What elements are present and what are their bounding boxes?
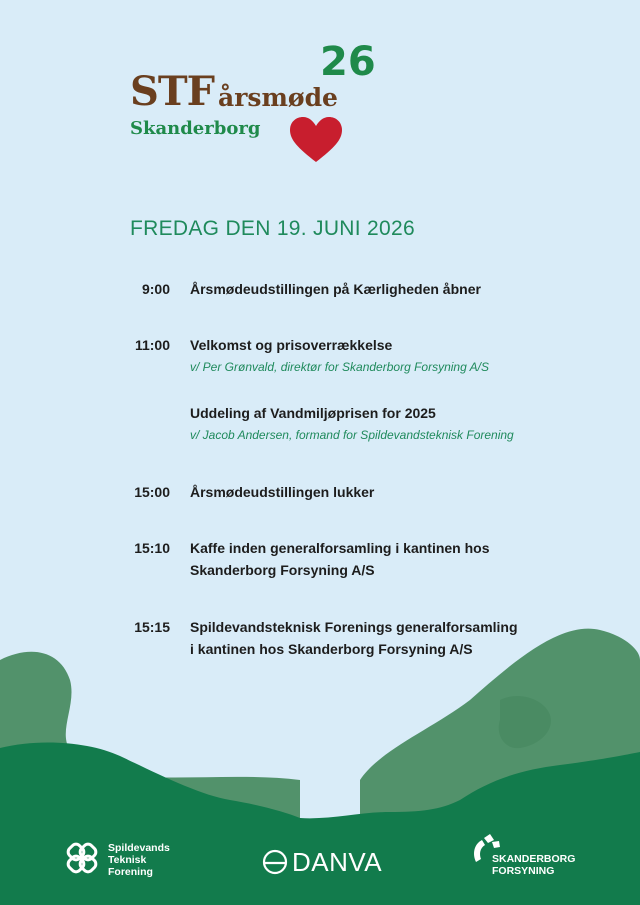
stf-footer-text bbox=[108, 842, 188, 878]
logo-event-text: årsmøde bbox=[218, 83, 338, 112]
program-speaker: v/ Jacob Andersen, formand for Spildevandsteknisk Forening bbox=[190, 428, 514, 442]
program-title-line1: Kaffe inden generalforsamling i kantinen hos bbox=[190, 540, 490, 556]
program-title-line1: Spildevandsteknisk Forenings generalforsamling bbox=[190, 619, 518, 635]
program-time: 9:00 bbox=[141, 281, 170, 297]
logo-stf-text: STF bbox=[130, 68, 215, 115]
sk-line1: SKANDERBORG bbox=[492, 853, 576, 865]
knot-icon bbox=[62, 838, 102, 878]
skanderborg-footer-logo bbox=[470, 834, 576, 877]
logo-year-text: 26 bbox=[320, 39, 376, 85]
program-title: Årsmødeudstillingen lukker bbox=[190, 484, 375, 500]
danva-drop-icon bbox=[262, 849, 288, 875]
danva-text: DANVA bbox=[292, 847, 383, 877]
program-time: 11:00 bbox=[134, 337, 170, 353]
program-title: Uddeling af Vandmiljøprisen for 2025 bbox=[190, 405, 436, 421]
stf-line3: Forening bbox=[108, 866, 153, 878]
program-speaker: v/ Per Grønvald, direktør for Skanderborg Forsyning A/S bbox=[190, 360, 489, 374]
date-heading: FREDAG DEN 19. JUNI 2026 bbox=[130, 217, 415, 240]
program-title: Velkomst og prisoverrækkelse bbox=[190, 337, 393, 353]
danva-footer-logo bbox=[262, 847, 383, 880]
sk-line2: FORSYNING bbox=[492, 865, 555, 877]
program-title: Årsmødeudstillingen på Kærligheden åbner bbox=[190, 281, 481, 297]
program-title-line2: i kantinen hos Skanderborg Forsyning A/S bbox=[190, 641, 473, 657]
stf-line2: Teknisk bbox=[108, 854, 147, 866]
stf-footer-logo bbox=[62, 838, 170, 883]
stf-line1: Spildevands bbox=[108, 842, 170, 854]
skanderborg-text bbox=[492, 853, 612, 877]
program-time: 15:15 bbox=[134, 619, 170, 635]
program-time: 15:00 bbox=[134, 484, 170, 500]
program-time: 15:10 bbox=[134, 540, 170, 556]
logo-city-text: Skanderborg bbox=[130, 118, 261, 139]
program-title-line2: Skanderborg Forsyning A/S bbox=[190, 562, 375, 578]
